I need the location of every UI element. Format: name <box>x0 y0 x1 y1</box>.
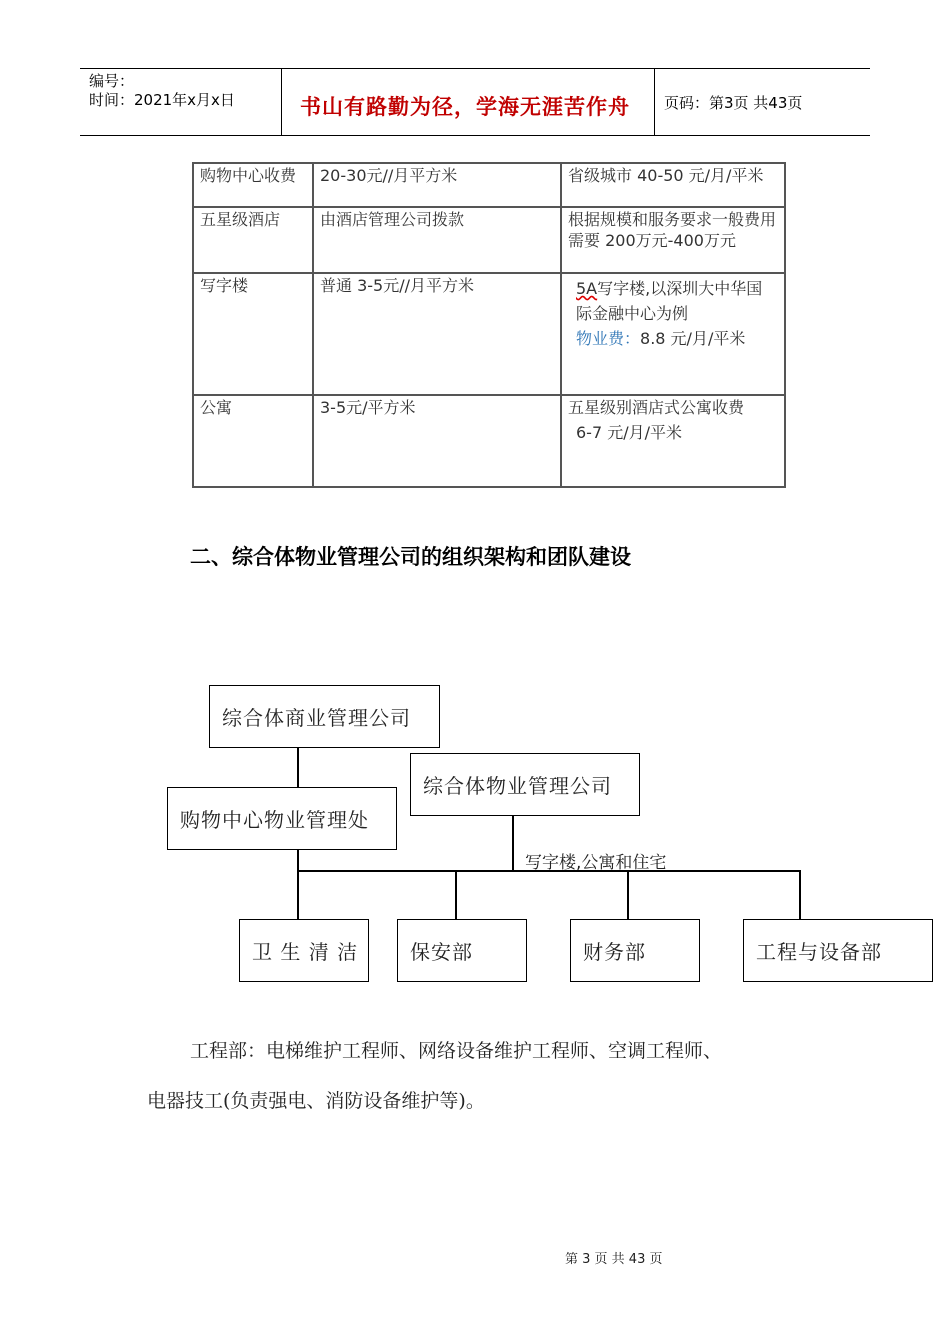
dept-cleaning-box: 卫 生 清 洁 <box>239 919 369 982</box>
connector-commercial-mall <box>297 747 299 787</box>
table-row <box>193 163 785 207</box>
note-line: 6-7 元/月/平米 <box>576 423 683 442</box>
table-row <box>193 273 785 395</box>
table-cell-standard: 由酒店管理公司拨款 <box>313 207 561 273</box>
document-number: 编号： <box>89 72 135 90</box>
table-cell-type: 购物中心收费 <box>193 163 313 207</box>
note-office-text: 写字楼,以深圳大中华国际金融中心为例 <box>576 279 763 323</box>
note-fee-label: 物业费： <box>576 329 641 348</box>
branch-label: 写字楼,公寓和住宅 <box>525 853 667 873</box>
table-cell-type: 五星级酒店 <box>193 207 313 273</box>
dept-security-box: 保安部 <box>397 919 527 982</box>
table-cell-standard: 普通 3-5元//月平方米 <box>313 273 561 395</box>
section-title: 二、综合体物业管理公司的组织架构和团队建设 <box>190 545 631 569</box>
table-cell-note: 省级城市 40-50 元/月/平米 <box>561 163 785 207</box>
connector-mall-bus <box>297 850 299 920</box>
engineering-description-line1: 工程部：电梯维护工程师、网络设备维护工程师、空调工程师、 <box>190 1040 723 1062</box>
header-top-rule <box>80 68 870 69</box>
header-divider-2 <box>654 69 655 136</box>
connector-engineering <box>799 870 801 920</box>
connector-finance <box>627 870 629 920</box>
header-divider-1 <box>281 69 282 136</box>
note-5a-text: 5A <box>576 279 598 298</box>
document-time: 时间：2021年x月x日 <box>89 91 235 109</box>
property-company-box: 综合体物业管理公司 <box>410 753 640 816</box>
property-fee-table <box>192 162 786 488</box>
table-cell-standard: 20-30元//月平方米 <box>313 163 561 207</box>
page-footer: 第 3 页 共 43 页 <box>565 1252 663 1267</box>
connector-security <box>455 870 457 920</box>
table-cell-note <box>561 273 785 395</box>
table-cell-note <box>561 395 785 487</box>
note-fee-value: 8.8 元/月/平米 <box>640 329 746 348</box>
connector-property-bus <box>512 815 514 871</box>
table-cell-type: 写字楼 <box>193 273 313 395</box>
table-row <box>193 207 785 273</box>
commercial-company-box: 综合体商业管理公司 <box>209 685 440 748</box>
table-cell-type: 公寓 <box>193 395 313 487</box>
table-row <box>193 395 785 487</box>
dept-engineering-box: 工程与设备部 <box>743 919 933 982</box>
mall-office-box: 购物中心物业管理处 <box>167 787 397 850</box>
table-cell-standard: 3-5元/平方米 <box>313 395 561 487</box>
page-indicator: 页码：第3页 共43页 <box>664 94 803 112</box>
engineering-description-line2: 电器技工(负责强电、消防设备维护等)。 <box>147 1090 485 1112</box>
dept-finance-box: 财务部 <box>570 919 700 982</box>
header-motto: 书山有路勤为径，学海无涯苦作舟 <box>300 95 630 119</box>
table-cell-note: 根据规模和服务要求一般费用需要 200万元-400万元 <box>561 207 785 273</box>
note-line: 五星级别酒店式公寓收费 <box>568 398 745 417</box>
header-bottom-rule <box>80 135 870 136</box>
